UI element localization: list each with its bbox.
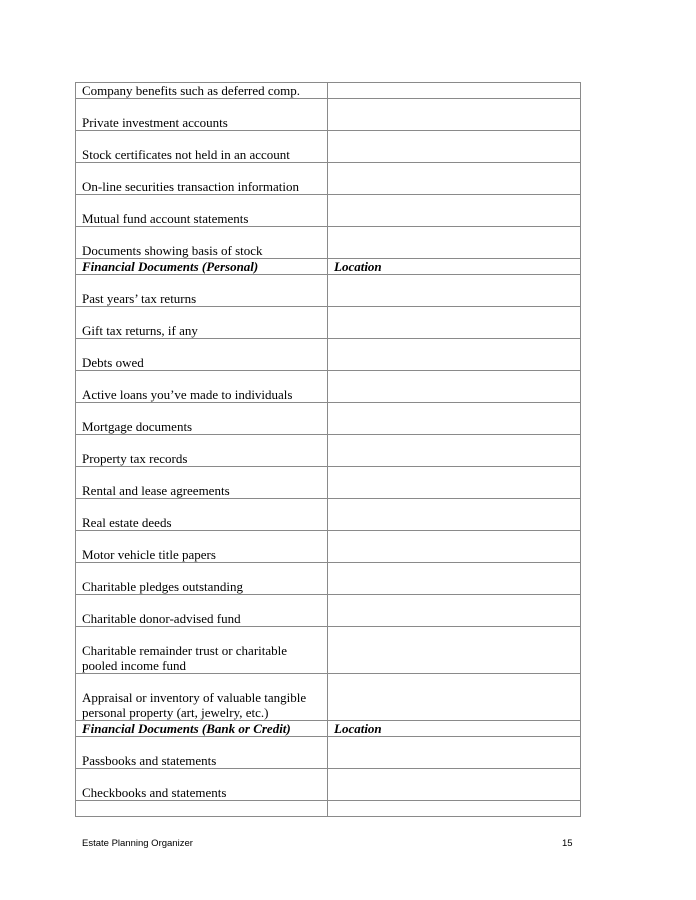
table-row <box>76 531 581 563</box>
location-cell[interactable] <box>328 595 581 627</box>
location-cell[interactable] <box>328 371 581 403</box>
table-row <box>76 563 581 595</box>
document-label: Property tax records <box>76 435 328 467</box>
location-cell[interactable] <box>328 195 581 227</box>
table-row <box>76 307 581 339</box>
location-cell[interactable] <box>328 737 581 769</box>
table-row <box>76 131 581 163</box>
document-label: Appraisal or inventory of valuable tangible personal property (art, jewelry, etc.) <box>76 674 328 721</box>
document-label: Private investment accounts <box>76 99 328 131</box>
document-label: Documents showing basis of stock <box>76 227 328 259</box>
location-cell[interactable] <box>328 563 581 595</box>
location-cell[interactable] <box>328 131 581 163</box>
section-header-row <box>76 721 581 737</box>
document-label: Charitable remainder trust or charitable pooled income fund <box>76 627 328 674</box>
document-label: Passbooks and statements <box>76 737 328 769</box>
document-label: Charitable pledges outstanding <box>76 563 328 595</box>
table-row <box>76 195 581 227</box>
table-row <box>76 627 581 674</box>
location-cell[interactable] <box>328 499 581 531</box>
section-title: Financial Documents (Bank or Credit) <box>76 721 328 737</box>
page-number: 15 <box>562 838 573 849</box>
document-label: Past years’ tax returns <box>76 275 328 307</box>
location-cell[interactable] <box>328 769 581 801</box>
document-label: Rental and lease agreements <box>76 467 328 499</box>
document-label: Mutual fund account statements <box>76 195 328 227</box>
location-cell[interactable] <box>328 275 581 307</box>
document-label <box>76 801 328 817</box>
document-label: On-line securities transaction information <box>76 163 328 195</box>
location-column-header: Location <box>328 259 581 275</box>
document-label: Checkbooks and statements <box>76 769 328 801</box>
location-cell[interactable] <box>328 83 581 99</box>
table-row <box>76 769 581 801</box>
location-column-header: Location <box>328 721 581 737</box>
table-row <box>76 99 581 131</box>
table-row <box>76 371 581 403</box>
location-cell[interactable] <box>328 227 581 259</box>
document-label: Company benefits such as deferred comp. <box>76 83 328 99</box>
table-row <box>76 674 581 721</box>
location-cell[interactable] <box>328 467 581 499</box>
location-cell[interactable] <box>328 627 581 674</box>
table-row <box>76 163 581 195</box>
document-label: Stock certificates not held in an account <box>76 131 328 163</box>
table-row <box>76 595 581 627</box>
location-cell[interactable] <box>328 339 581 371</box>
table-row <box>76 435 581 467</box>
table-row <box>76 801 581 817</box>
document-label: Active loans you’ve made to individuals <box>76 371 328 403</box>
location-cell[interactable] <box>328 674 581 721</box>
section-title: Financial Documents (Personal) <box>76 259 328 275</box>
location-cell[interactable] <box>328 801 581 817</box>
document-label: Debts owed <box>76 339 328 371</box>
table-row <box>76 403 581 435</box>
table-row <box>76 275 581 307</box>
document-location-table <box>75 82 581 817</box>
section-header-row <box>76 259 581 275</box>
table-row <box>76 83 581 99</box>
location-cell[interactable] <box>328 403 581 435</box>
document-label: Charitable donor-advised fund <box>76 595 328 627</box>
document-label: Gift tax returns, if any <box>76 307 328 339</box>
footer-title: Estate Planning Organizer <box>82 838 193 849</box>
location-cell[interactable] <box>328 307 581 339</box>
table-row <box>76 737 581 769</box>
table-row <box>76 467 581 499</box>
location-cell[interactable] <box>328 531 581 563</box>
location-cell[interactable] <box>328 99 581 131</box>
table-row <box>76 227 581 259</box>
table-row <box>76 499 581 531</box>
document-label: Mortgage documents <box>76 403 328 435</box>
table-row <box>76 339 581 371</box>
document-label: Motor vehicle title papers <box>76 531 328 563</box>
document-label: Real estate deeds <box>76 499 328 531</box>
location-cell[interactable] <box>328 435 581 467</box>
location-cell[interactable] <box>328 163 581 195</box>
